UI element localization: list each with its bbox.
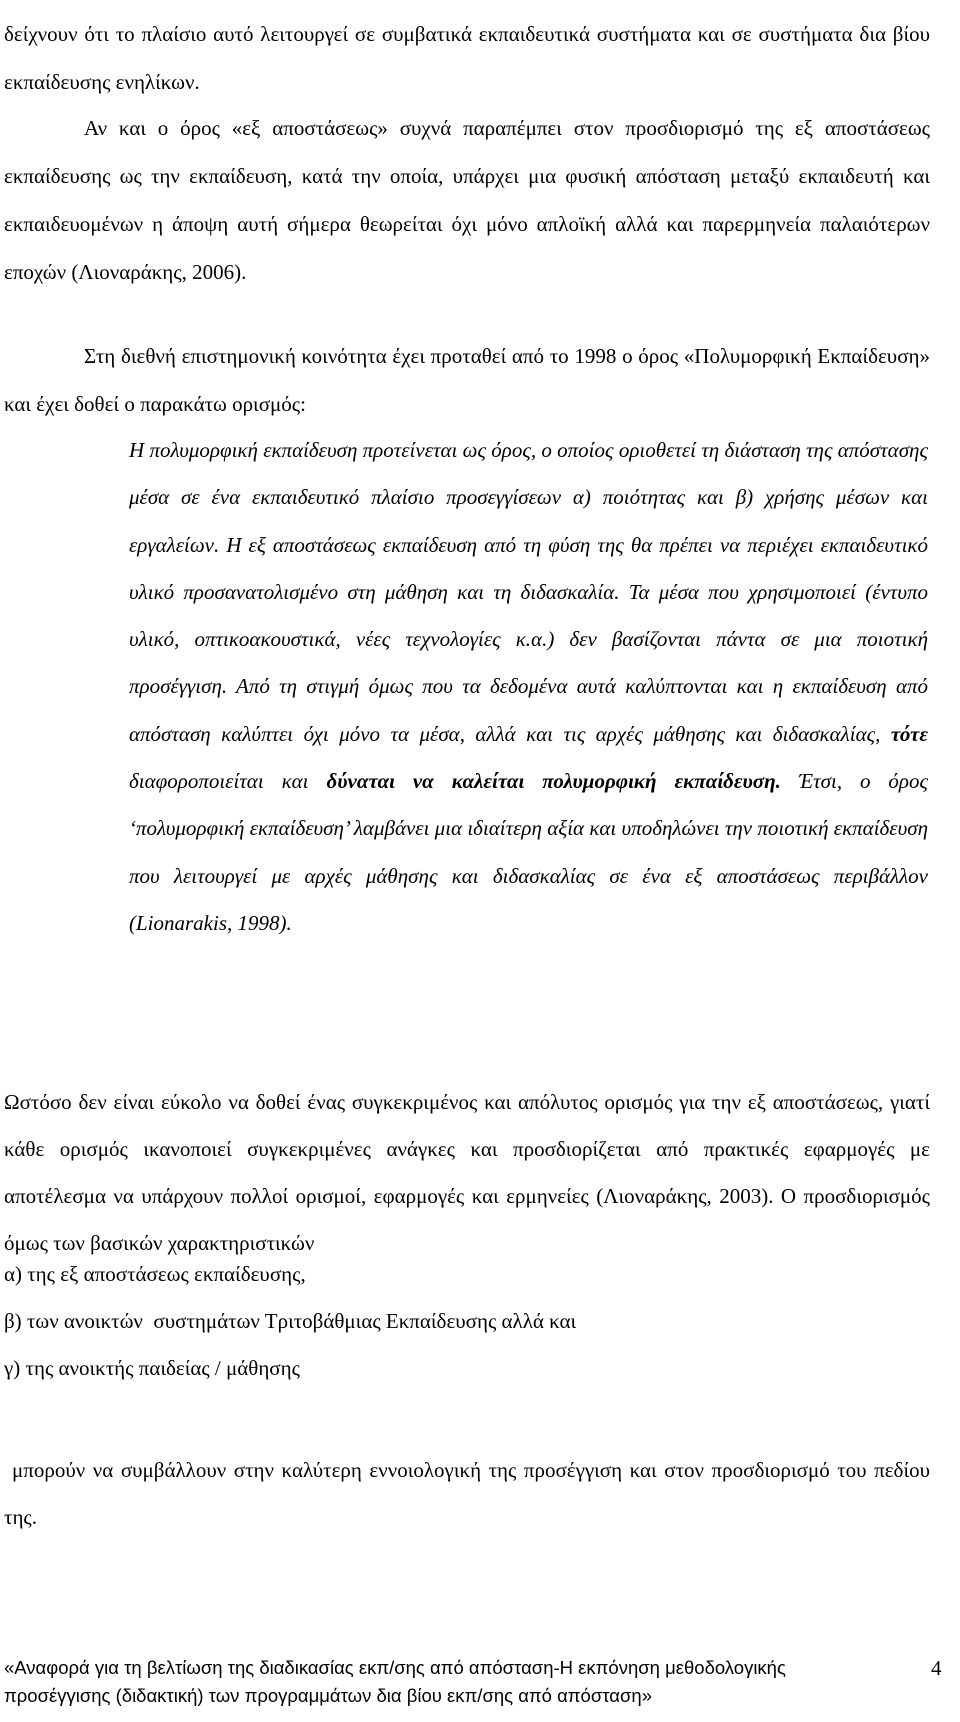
paragraph-definition-difficulty: Ωστόσο δεν είναι εύκολο να δοθεί ένας συγκεκριμένος και απόλυτος ορισμός για την εξ αποστάσεως, γιατί κάθε ορισμός ικανοποιεί συγκεκριμένες ανάγκες και προσδιορίζεται από πρακτικές εφαρμογές με αποτέλεσμα να υπάρχουν πολλοί ορισμοί, εφαρμογές και ερμηνείες (Λιοναράκης, 2003). Ο προσδιορισμός όμως των βασικών χαρακτηριστικών: [4, 1090, 930, 1255]
list-item: γ) της ανοικτής παιδείας / μάθησης: [4, 1356, 300, 1380]
list-item: α) της εξ αποστάσεως εκπαίδευσης,: [4, 1262, 306, 1286]
paragraph-distance-definition: Αν και ο όρος «εξ αποστάσεως» συχνά παραπέμπει στον προσδιορισμό της εξ αποστάσεως εκπαίδευσης ως την εκπαίδευση, κατά την οποία, υπάρχει μια φυσική απόσταση μεταξύ εκπαιδευτή και εκπαιδευομένων η άποψη αυτή σήμερα θεωρείται όχι μόνο απλοϊκή αλλά και παρερμηνεία παλαιότερων εποχών (Λιοναράκης, 2006).: [4, 116, 930, 284]
list-item: β) των ανοικτών συστημάτων Τριτοβάθμιας Εκπαίδευσης αλλά και: [4, 1309, 577, 1333]
definition-quote: [129, 427, 928, 947]
quote-text-1: Η πολυμορφική εκπαίδευση προτείνεται ως όρος, ο οποίος οριοθετεί τη διάσταση της απόστασης μέσα σε ένα εκπαιδευτικό πλαίσιο προσεγγίσεων α) ποιότητας και β) χρήσης μέσων και εργαλείων. Η εξ αποστάσεως εκπαίδευση από τη φύση της θα πρέπει να περιέχει εκπαιδευτικό υλικό προσανατολισμένο στη μάθηση και τη διδασκαλία. Τα μέσα που χρησιμοποιεί (έντυπο υλικό, οπτικοακουστικά, νέες τεχνολογίες κ.α.) δεν βασίζονται πάντα σε μια ποιοτική προσέγγιση. Από τη στιγμή όμως που τα δεδομένα αυτά καλύπτονται και η εκπαίδευση από απόσταση καλύπτει όχι μόνο τα μέσα, αλλά και τις αρχές μάθησης και διδασκαλίας,: [129, 438, 928, 746]
paragraph-intro: δείχνουν ότι το πλαίσιο αυτό λειτουργεί σε συμβατικά εκπαιδευτικά συστήματα και σε συστήματα δια βίου εκπαίδευσης ενηλίκων.: [4, 22, 930, 94]
quote-bold-2: δύναται να καλείται πολυμορφική εκπαίδευση.: [326, 769, 781, 794]
quote-bold-1: τότε: [890, 721, 928, 746]
page-number: 4: [931, 1656, 942, 1680]
paragraph-polymorphic-term: Στη διεθνή επιστημονική κοινότητα έχει προταθεί από το 1998 ο όρος «Πολυμορφική Εκπαίδευση» και έχει δοθεί ο παρακάτω ορισμός:: [4, 344, 930, 416]
quote-text-3: Έτσι, ο όρος ‘πολυμορφική εκπαίδευση’ λαμβάνει μια ιδιαίτερη αξία και υποδηλώνει την ποιοτική εκπαίδευση που λειτουργεί με αρχές μάθησης και διδασκαλίας σε ένα εξ αποστάσεως περιβάλλον (Lionarakis, 1998).: [129, 769, 929, 935]
paragraph-conclusion: μπορούν να συμβάλλουν στην καλύτερη εννοιολογική της προσέγγιση και στον προσδιορισμό του πεδίου της.: [4, 1458, 930, 1529]
quote-text-2: διαφοροποιείται και: [129, 769, 309, 794]
page-footer: «Αναφορά για τη βελτίωση της διαδικασίας εκπ/σης από απόσταση-Η εκπόνηση μεθοδολογικής προσέγγισης (διδακτική) των προγραμμάτων δια βίου εκπ/σης από απόσταση»: [4, 1657, 786, 1706]
